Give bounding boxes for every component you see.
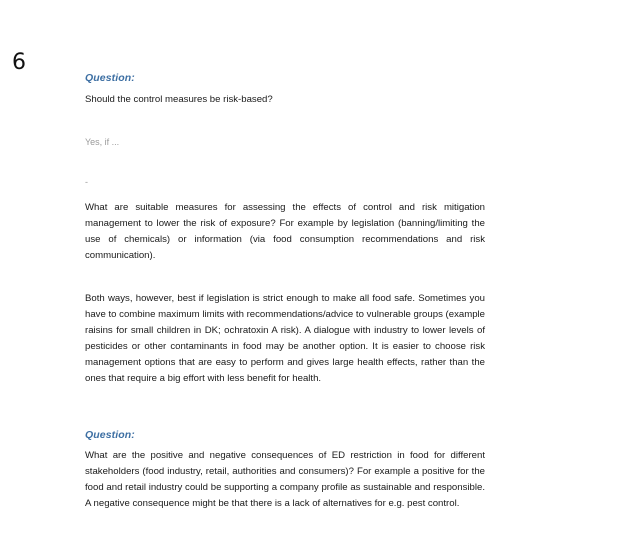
answer-text-2: Both ways, however, best if legislation is strict enough to make all food safe. Sometimes you have to combine maximum limits with recommendations/advice to vulnerable groups (example raisins for small children in DK; ochratoxin A risk). A dialogue with industry to lower levels of pesticides or other contaminants in food may be another option. It is easier to choose risk management options that are easy to perform and gives large health effects, rather than the ones that require a big effort with less benefit for health. xyxy=(85,293,485,384)
question-heading-3: Question: xyxy=(85,429,135,441)
question-text-3: What are the positive and negative consequences of ED restriction in food for different stakeholders (food industry, retail, authorities and consumers)? For example a positive for the food and retail industry could be supporting a company profile as sustainable and responsible. A negative consequence might be that there is a lack of alternatives for e.g. pest control. xyxy=(85,450,485,509)
faded-dash: - xyxy=(85,177,88,187)
faded-answer-text: Yes, if ... xyxy=(85,137,120,147)
page-number: 6 xyxy=(12,50,26,75)
question-heading-1: Question: xyxy=(85,72,135,84)
question-text-2: What are suitable measures for assessing the effects of control and risk mitigation management to lower the risk of exposure? For example by legislation (banning/limiting the use of chemicals) or information (via food consumption recommendations and risk communication). xyxy=(85,202,485,261)
question-text-1: Should the control measures be risk-based? xyxy=(85,94,273,105)
